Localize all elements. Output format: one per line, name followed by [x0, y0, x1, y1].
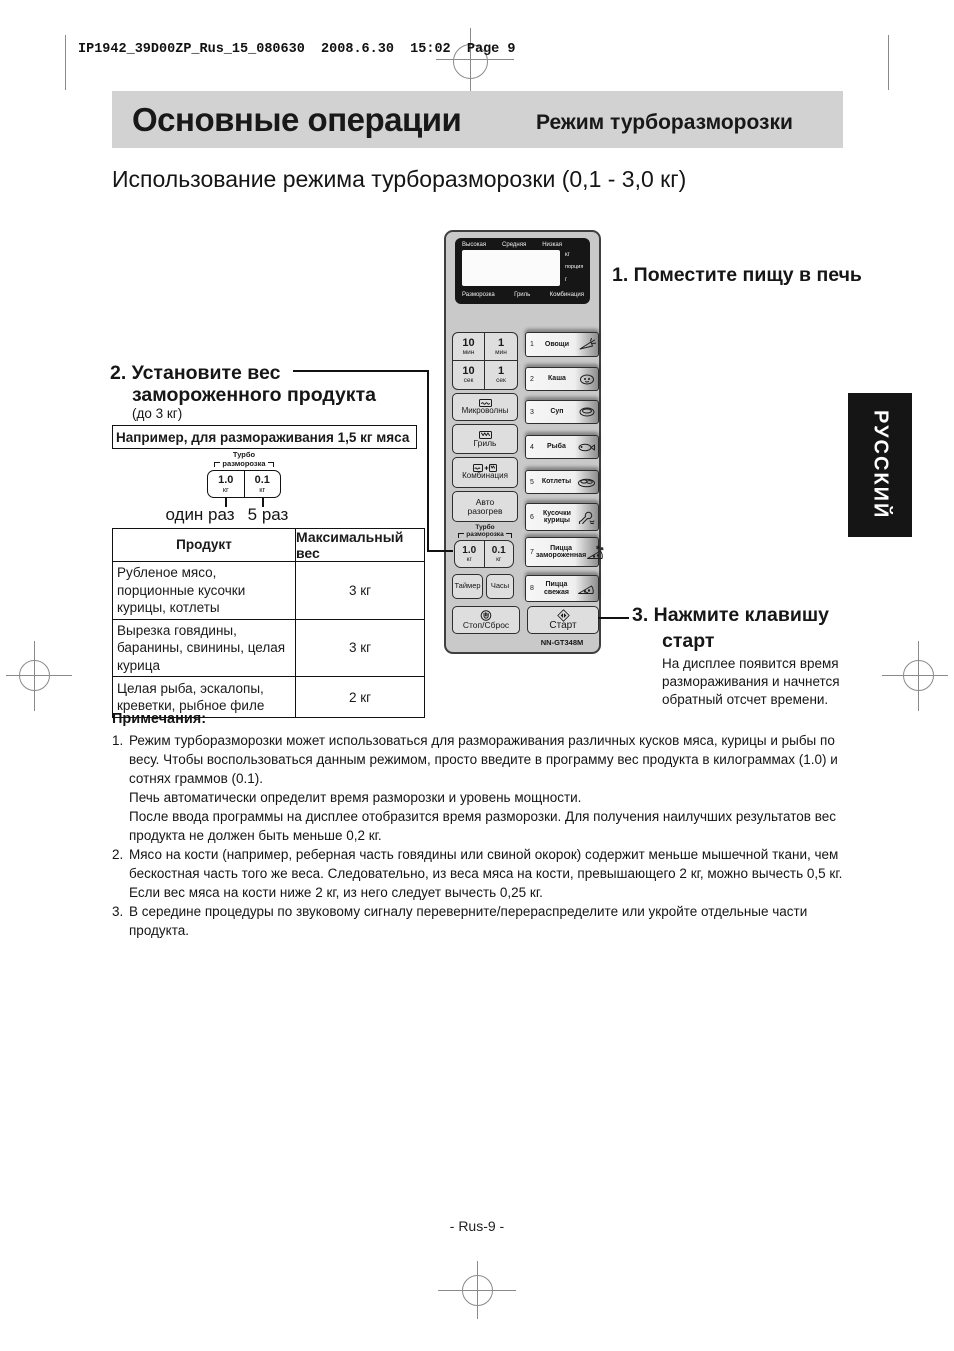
- note-item-3: 3. В середине процедуры по звуковому сигналу переверните/перераспределите или укройте отдельные части продукта.: [112, 902, 849, 940]
- label-grill: Гриль: [514, 292, 531, 298]
- title-bar: [112, 91, 843, 148]
- step2-heading-line1: 2. Установите вес: [110, 362, 281, 384]
- key-vegetables: 1 Овощи: [525, 332, 599, 357]
- time-buttons-grid: [452, 332, 518, 390]
- button-combination: Комбинация: [452, 457, 518, 488]
- table-row: Вырезка говядины, баранины, свинины, целая курица 3 кг: [113, 619, 424, 677]
- button-stop-reset: Стоп/Сброс: [452, 606, 520, 634]
- note-item-1: 1. Режим турборазморозки может использоваться для размораживания различных кусков мяса, курицы и рыбы по весу. Чтобы воспользоваться данным режимом, просто введите в программу вес продукта в килограммах (1.0) и сотнях граммов (0.1). Печь автоматически определит время разморозки и уровень мощности. После ввода программы на дисплее отобразится время разморозки. Для получения наилучших результатов вес продукта не должен быть меньше 0,2 кг.: [112, 731, 849, 845]
- diagram-caption-5times: 5 раз: [247, 505, 289, 524]
- soup-icon: [578, 406, 596, 418]
- label-high: Высокая: [462, 241, 487, 248]
- label-medium: Средняя: [502, 241, 527, 248]
- page-number: - Rus-9 -: [449, 1218, 505, 1234]
- step1-heading: 1. Поместите пищу в печь: [612, 264, 862, 286]
- page-mode-title: Режим турборазморозки: [536, 111, 793, 134]
- note-1-paragraph: Режим турборазморозки может использоваться для размораживания различных кусков мяса, курицы и рыбы по весу. Чтобы воспользоваться данным режимом, просто введите в программу вес продукта в килограммах (1.0) и сотнях граммов (0.1).: [129, 733, 838, 786]
- label-combi: Комбинация: [549, 292, 584, 298]
- language-tab-label: РУССКИЙ: [869, 410, 892, 520]
- diagram-button-01kg: 0.1 кг: [244, 471, 281, 497]
- cutlets-icon: [577, 476, 596, 488]
- table-header-row: [113, 529, 424, 561]
- step3-desc-line2: размораживания и начнется: [662, 674, 840, 689]
- label-defrost: Разморозка: [462, 292, 495, 298]
- step2-limit-note: (до 3 кг): [132, 406, 183, 421]
- table-header-weight: Максимальный вес: [296, 529, 404, 561]
- button-grill: Гриль: [452, 424, 518, 454]
- table-row: Целая рыба, эскалопы, креветки, рыбное филе 2 кг: [113, 676, 424, 717]
- vegetables-icon: [578, 338, 596, 351]
- bracket-left: [458, 533, 464, 538]
- label-portion: порция: [565, 264, 584, 270]
- fish-icon: [577, 442, 596, 453]
- button-timer: Таймер: [452, 574, 483, 599]
- label-g: г: [565, 277, 568, 283]
- display-mode-labels: [462, 292, 584, 298]
- key-pizza-fresh: 8 Пицца свежая: [525, 575, 599, 602]
- section-title: Использование режима турборазморозки (0,1 - 3,0 кг): [112, 166, 687, 192]
- button-10sec: 10 сек: [453, 361, 485, 389]
- display-power-labels: [462, 242, 562, 248]
- step3-desc-line1: На дисплее появится время: [662, 656, 839, 671]
- diagram-turbo-label: Турбо разморозка: [192, 451, 296, 468]
- microwave-control-panel: [444, 230, 601, 654]
- step3-heading-line1: 3. Нажмите клавишу: [632, 604, 829, 626]
- crop-mark-top-left: [65, 35, 66, 90]
- print-header: IP1942_39D00ZP_Rus_15_080630 2008.6.30 15:02 Page 9: [78, 42, 516, 57]
- key-pizza-frozen: 7 Пицца замороженная: [525, 537, 599, 567]
- bracket-right: [506, 533, 512, 538]
- callout-line-step3: [598, 617, 629, 619]
- key-fish: 4 Рыба: [525, 435, 599, 459]
- label-kg: кг: [565, 252, 570, 258]
- pizza-frozen-icon: [586, 545, 605, 560]
- button-clock: Часы: [486, 574, 514, 599]
- callout-line-step2-into-panel: [427, 550, 453, 552]
- example-box: Например, для размораживания 1,5 кг мяса: [112, 425, 417, 449]
- turbo-defrost-buttons: [454, 540, 514, 568]
- label-low: Низкая: [542, 241, 562, 248]
- step2-heading-line2: замороженного продукта: [132, 384, 376, 406]
- display-window: [462, 250, 560, 286]
- note-1-paragraph: Печь автоматически определит время разморозки и уровень мощности.: [129, 790, 582, 805]
- bracket-right: [268, 462, 274, 467]
- button-01kg: 0.1 кг: [484, 541, 514, 567]
- button-auto-reheat: Авто разогрев: [452, 491, 518, 522]
- chicken-pieces-icon: [578, 510, 596, 524]
- button-start: Старт: [527, 606, 599, 634]
- page-title: Основные операции: [132, 101, 462, 138]
- table-header-product: Продукт: [113, 529, 296, 561]
- diagram-turbo-buttons: [207, 470, 281, 498]
- crop-mark-top-right: [888, 35, 889, 90]
- porridge-icon: [578, 373, 596, 386]
- display-bezel: [455, 238, 590, 304]
- key-soup: 3 Суп: [525, 400, 599, 424]
- button-microwave: Микроволны: [452, 393, 518, 421]
- callout-line-step2-h: [293, 370, 428, 372]
- diagram-button-1kg: 1.0 кг: [218, 473, 234, 494]
- model-number: NN-GT348M: [540, 638, 584, 647]
- note-1-paragraph: После ввода программы на дисплее отобразится время разморозки. Для получения наилучших результатов вес продукта не должен быть меньше 0,2 кг.: [129, 809, 836, 843]
- button-1min: 1 мин: [485, 333, 517, 361]
- callout-line-step2-v: [427, 370, 429, 551]
- bracket-left: [214, 462, 220, 467]
- button-10min: 10 мин: [453, 333, 485, 361]
- turbo-defrost-label: Турбо разморозка: [452, 524, 518, 538]
- table-row: Рубленое мясо, порционные кусочки курицы, котлеты 3 кг: [113, 561, 424, 619]
- button-1sec: 1 сек: [496, 365, 506, 384]
- note-item-2: 2. Мясо на кости (например, реберная часть говядины или свиной окорок) содержит меньше мышечной ткани, чем бескостная часть того же веса. Следовательно, из веса мяса на кости, превышающего 2 кг, можно вычесть 0,5 кг. Если вес мяса на кости ниже 2 кг, из него следует вычесть 0,25 кг.: [112, 845, 849, 902]
- max-weight-table: [112, 528, 425, 718]
- diagram-caption-once: один раз: [165, 505, 235, 524]
- pizza-fresh-icon: [577, 582, 596, 595]
- note-3-paragraph: В середине процедуры по звуковому сигналу переверните/перераспределите или укройте отдельные части продукта.: [129, 904, 808, 938]
- notes-section: [112, 710, 849, 940]
- notes-title: Примечания:: [112, 711, 207, 727]
- step3-desc-line3: обратный отсчет времени.: [662, 692, 829, 707]
- step3-heading-line2: старт: [662, 630, 715, 652]
- key-chicken-pieces: 6 Кусочки курицы: [525, 503, 599, 531]
- key-cutlets: 5 Котлеты: [525, 470, 599, 494]
- note-2-paragraph: Мясо на кости (например, реберная часть говядины или свиной окорок) содержит меньше мышечной ткани, чем бескостная часть того же веса. Следовательно, из веса мяса на кости, превышающего 2 кг, можно вычесть 0,5 кг. Если вес мяса на кости ниже 2 кг, из него следует вычесть 0,25 кг.: [129, 847, 843, 900]
- language-tab: [848, 393, 912, 537]
- key-porridge: 2 Каша: [525, 367, 599, 391]
- button-1kg: 1.0 кг: [462, 545, 477, 563]
